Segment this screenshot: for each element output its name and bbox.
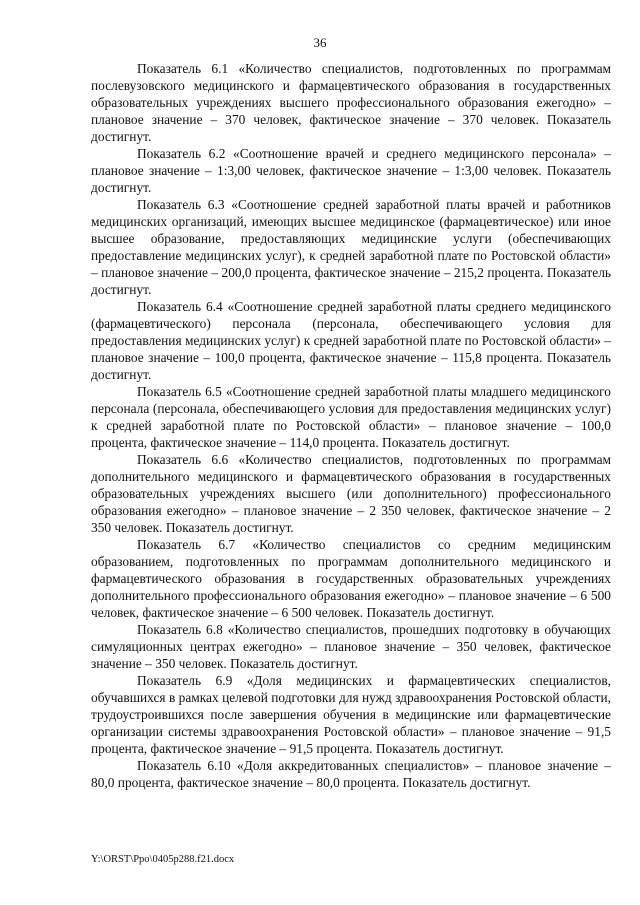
paragraph-indicator-6-4: Показатель 6.4 «Соотношение средней заработной платы среднего медицинского (фармацевтического) персонала (персонала, обеспечивающего условия для предоставления медицинских услуг) к средней заработной плате по Ростовской области» – плановое значение – 100,0 процента, фактическое значение – 115,8 процента. Показатель достигнут. xyxy=(91,299,611,382)
paragraph-indicator-6-8: Показатель 6.8 «Количество специалистов, прошедших подготовку в обучающих симуляционных центрах ежегодно» – плановое значение – 350 человек, фактическое значение – 350 человек. Показатель достигнут. xyxy=(91,622,611,671)
footer-file-path: Y:\ORST\Ppo\0405p288.f21.docx xyxy=(91,854,235,865)
paragraph-indicator-6-7: Показатель 6.7 «Количество специалистов со средним медицинским образованием, подготовленных по программам дополнительного медицинского и фармацевтического образования в государственных образовательных учреждениях дополнительного профессионального образования ежегодно» – плановое значение – 6 500 человек, фактическое значение – 6 500 человек. Показатель достигнут. xyxy=(91,537,611,620)
paragraph-indicator-6-9: Показатель 6.9 «Доля медицинских и фармацевтических специалистов, обучавшихся в рамках целевой подготовки для нужд здравоохранения Ростовской области, трудоустроившихся после завершения обучения в медицинские или фармацевтические организации системы здравоохранения Ростовской области» – плановое значение – 91,5 процента, фактическое значение – 91,5 процента. Показатель достигнут. xyxy=(91,673,611,756)
paragraph-indicator-6-3: Показатель 6.3 «Соотношение средней заработной платы врачей и работников медицинских организаций, имеющих высшее медицинское (фармацевтическое) или иное высшее образование, предоставляющих медицинские услуги (обеспечивающих предоставление медицинских услуг), к средней заработной плате по Ростовской области» – плановое значение – 200,0 процента, фактическое значение – 215,2 процента. Показатель достигнут. xyxy=(91,197,611,297)
paragraph-indicator-6-6: Показатель 6.6 «Количество специалистов, подготовленных по программам дополнительного медицинского и фармацевтического образования в государственных образовательных учреждениях высшего (или дополнительного) профессионального образования ежегодно» – плановое значение – 2 350 человек, фактическое значение – 2 350 человек. Показатель достигнут. xyxy=(91,452,611,535)
page-number: 36 xyxy=(313,35,327,50)
paragraph-indicator-6-1: Показатель 6.1 «Количество специалистов, подготовленных по программам послевузовского медицинского и фармацевтического образования в государственных образовательных учреждениях высшего профессионального образования ежегодно» – плановое значение – 370 человек, фактическое значение – 370 человек. Показатель достигнут. xyxy=(91,61,611,144)
paragraph-indicator-6-2: Показатель 6.2 «Соотношение врачей и среднего медицинского персонала» – плановое значение – 1:3,00 человек, фактическое значение – 1:3,00 человек. Показатель достигнут. xyxy=(91,146,611,195)
paragraph-indicator-6-5: Показатель 6.5 «Соотношение средней заработной платы младшего медицинского персонала (персонала, обеспечивающего условия для предоставления медицинских услуг) к средней заработной плате по Ростовской области» – плановое значение – 100,0 процента, фактическое значение – 114,0 процента. Показатель достигнут. xyxy=(91,384,611,450)
paragraph-indicator-6-10: Показатель 6.10 «Доля аккредитованных специалистов» – плановое значение – 80,0 процента, фактическое значение – 80,0 процента. Показатель достигнут. xyxy=(91,758,611,790)
document-body xyxy=(91,60,611,791)
